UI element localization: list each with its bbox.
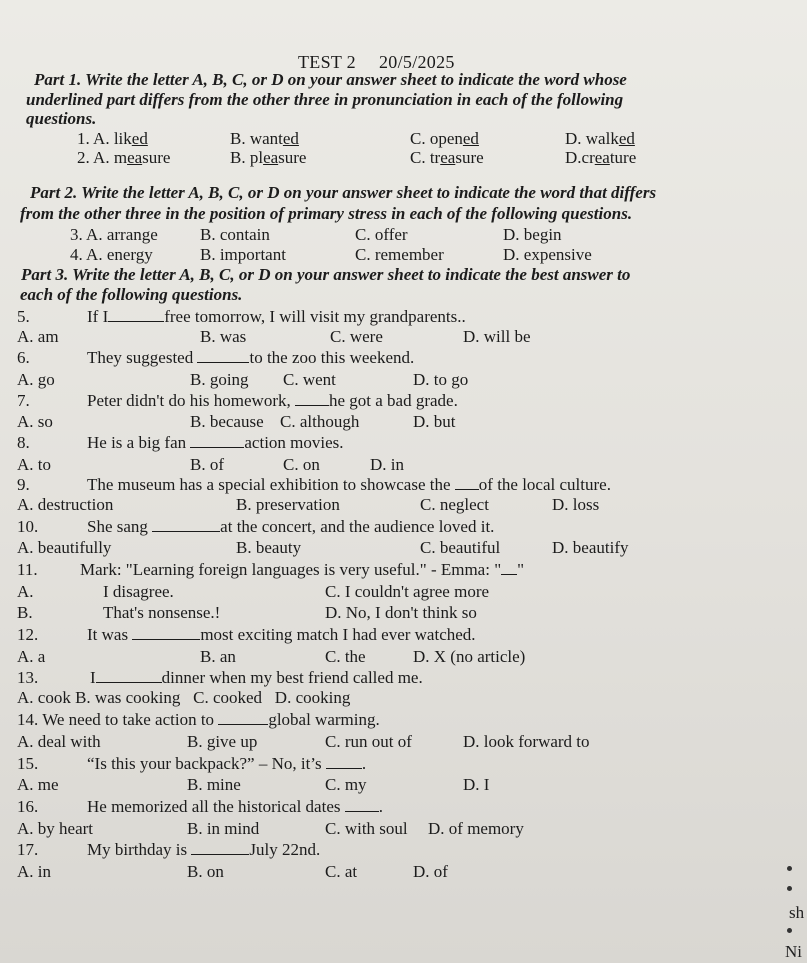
q2-option-d: D.creature	[565, 148, 637, 167]
q17-option-d: D. of	[413, 862, 448, 881]
q5-stem: If I free tomorrow, I will visit my grandparents..	[87, 307, 466, 326]
q16-option-a: A. by heart	[17, 819, 94, 838]
q11-option-c: C. I couldn't agree more	[325, 582, 490, 601]
q4-option-d: D. expensive	[503, 245, 592, 264]
q16-option-b: B. in mind	[187, 819, 260, 838]
q3-option-d: D. begin	[503, 225, 562, 244]
bullet-dot	[787, 886, 792, 891]
q14-stem: 14. We need to take action to global warming.	[17, 710, 380, 729]
q5-blank	[108, 308, 164, 322]
q7-option-a: A. so	[17, 412, 53, 431]
q5-number: 5.	[17, 307, 30, 326]
q1-option-a: 1. A. liked	[77, 129, 148, 148]
q15-stem: “Is this your backpack?” – No, it’s .	[87, 754, 367, 773]
q7-option-b: B. because	[190, 412, 264, 431]
q8-option-d: D. in	[370, 455, 404, 474]
q14-option-b: B. give up	[187, 732, 258, 751]
q9-option-b: B. preservation	[236, 495, 340, 514]
bullet-dot	[787, 928, 792, 933]
q5-option-b: B. was	[200, 327, 247, 346]
q11-option-a: I disagree.	[103, 582, 174, 601]
q14-option-d: D. look forward to	[463, 732, 590, 751]
q11-option-d: D. No, I don't think so	[325, 603, 477, 622]
q9-option-d: D. loss	[552, 495, 600, 514]
q14-option-c: C. run out of	[325, 732, 412, 751]
q16-blank	[345, 798, 379, 812]
q13-options: A. cook B. was cooking C. cooked D. cooking	[17, 688, 351, 707]
q6-blank	[197, 349, 249, 363]
page-edge-text: sh	[789, 903, 805, 922]
q2-option-c: C. treasure	[410, 148, 484, 167]
part2-instruction-line2: from the other three in the position of primary stress in each of the following questions.	[20, 204, 633, 223]
q4-option-c: C. remember	[355, 245, 444, 264]
q7-number: 7.	[17, 391, 30, 410]
q9-blank	[455, 476, 479, 490]
q5-option-a: A. am	[17, 327, 59, 346]
test-title: TEST 2	[298, 52, 356, 72]
q10-option-b: B. beauty	[236, 538, 302, 557]
q7-option-d: D. but	[413, 412, 456, 431]
q17-blank	[191, 841, 249, 855]
q15-blank	[326, 755, 362, 769]
q11-option-b-label: B.	[17, 603, 33, 622]
q4-option-b: B. important	[200, 245, 286, 264]
q10-stem: She sang at the concert, and the audience loved it.	[87, 517, 495, 536]
test-date: 20/5/2025	[379, 52, 455, 72]
bullet-dot	[787, 866, 792, 871]
q10-option-a: A. beautifully	[17, 538, 112, 557]
q10-number: 10.	[17, 517, 39, 536]
part3-instruction-line2: each of the following questions.	[20, 285, 243, 304]
q12-option-a: A. a	[17, 647, 46, 666]
q10-option-c: C. beautiful	[420, 538, 501, 557]
q12-option-b: B. an	[200, 647, 236, 666]
q11-blank	[501, 561, 517, 575]
q8-number: 8.	[17, 433, 30, 452]
q9-option-a: A. destruction	[17, 495, 114, 514]
q3-option-b: B. contain	[200, 225, 270, 244]
q15-option-a: A. me	[17, 775, 59, 794]
q8-blank	[190, 434, 244, 448]
q8-option-c: C. on	[283, 455, 320, 474]
part1-instruction-line1: Part 1. Write the letter A, B, C, or D on your answer sheet to indicate the word whose	[34, 70, 627, 89]
q6-number: 6.	[17, 348, 30, 367]
q5-option-d: D. will be	[463, 327, 531, 346]
q17-option-a: A. in	[17, 862, 51, 881]
q16-option-c: C. with soul	[325, 819, 408, 838]
q11-number: 11.	[17, 560, 38, 579]
q6-stem: They suggested to the zoo this weekend.	[87, 348, 415, 367]
q2-option-a: 2. A. measure	[77, 148, 171, 167]
q1-option-c: C. opened	[410, 129, 479, 148]
q8-stem: He is a big fan action movies.	[87, 433, 344, 452]
q16-option-d: D. of memory	[428, 819, 524, 838]
q8-option-a: A. to	[17, 455, 51, 474]
part3-instruction-line1: Part 3. Write the letter A, B, C, or D on your answer sheet to indicate the best answer to	[21, 265, 631, 284]
q11-option-b: That's nonsense.!	[103, 603, 221, 622]
part1-instruction-line3: questions.	[26, 109, 97, 128]
q15-option-b: B. mine	[187, 775, 241, 794]
q6-option-c: C. went	[283, 370, 336, 389]
q17-number: 17.	[17, 840, 39, 859]
q9-number: 9.	[17, 475, 30, 494]
q12-option-d: D. X (no article)	[413, 647, 526, 666]
q6-option-d: D. to go	[413, 370, 469, 389]
q14-blank	[218, 711, 268, 725]
q13-number: 13.	[17, 668, 39, 687]
q9-option-c: C. neglect	[420, 495, 489, 514]
q17-option-b: B. on	[187, 862, 224, 881]
q10-option-d: D. beautify	[552, 538, 629, 557]
part2-instruction-line1: Part 2. Write the letter A, B, C, or D on your answer sheet to indicate the word that differs	[30, 183, 657, 202]
q9-stem: The museum has a special exhibition to showcase the of the local culture.	[87, 475, 611, 494]
q7-option-c: C. although	[280, 412, 360, 431]
q12-stem: It was most exciting match I had ever watched.	[87, 625, 476, 644]
q14-option-a: A. deal with	[17, 732, 101, 751]
q12-number: 12.	[17, 625, 39, 644]
q13-stem: I dinner when my best friend called me.	[90, 668, 423, 687]
q16-number: 16.	[17, 797, 39, 816]
q3-option-a: 3. A. arrange	[70, 225, 158, 244]
q15-number: 15.	[17, 754, 39, 773]
q5-option-c: C. were	[330, 327, 383, 346]
part1-instruction-line2: underlined part differs from the other three in pronunciation in each of the following	[26, 90, 624, 109]
q10-blank	[152, 518, 220, 532]
q4-option-a: 4. A. energy	[70, 245, 153, 264]
q15-option-c: C. my	[325, 775, 367, 794]
q2-option-b: B. pleasure	[230, 148, 307, 167]
q6-option-b: B. going	[190, 370, 249, 389]
q7-stem: Peter didn't do his homework, he got a bad grade.	[87, 391, 458, 410]
q8-option-b: B. of	[190, 455, 224, 474]
q6-option-a: A. go	[17, 370, 55, 389]
q1-option-d: D. walked	[565, 129, 635, 148]
page-edge-text: Ni	[785, 942, 802, 961]
q15-option-d: D. I	[463, 775, 490, 794]
q7-blank	[295, 392, 329, 406]
q11-option-a-label: A.	[17, 582, 34, 601]
q13-blank	[96, 669, 162, 683]
q16-stem: He memorized all the historical dates .	[87, 797, 383, 816]
q12-blank	[132, 626, 200, 640]
q17-stem: My birthday is July 22nd.	[87, 840, 321, 859]
q1-option-b: B. wanted	[230, 129, 299, 148]
q11-stem: Mark: "Learning foreign languages is very useful." - Emma: " "	[80, 560, 525, 579]
q3-option-c: C. offer	[355, 225, 408, 244]
q12-option-c: C. the	[325, 647, 366, 666]
q17-option-c: C. at	[325, 862, 358, 881]
